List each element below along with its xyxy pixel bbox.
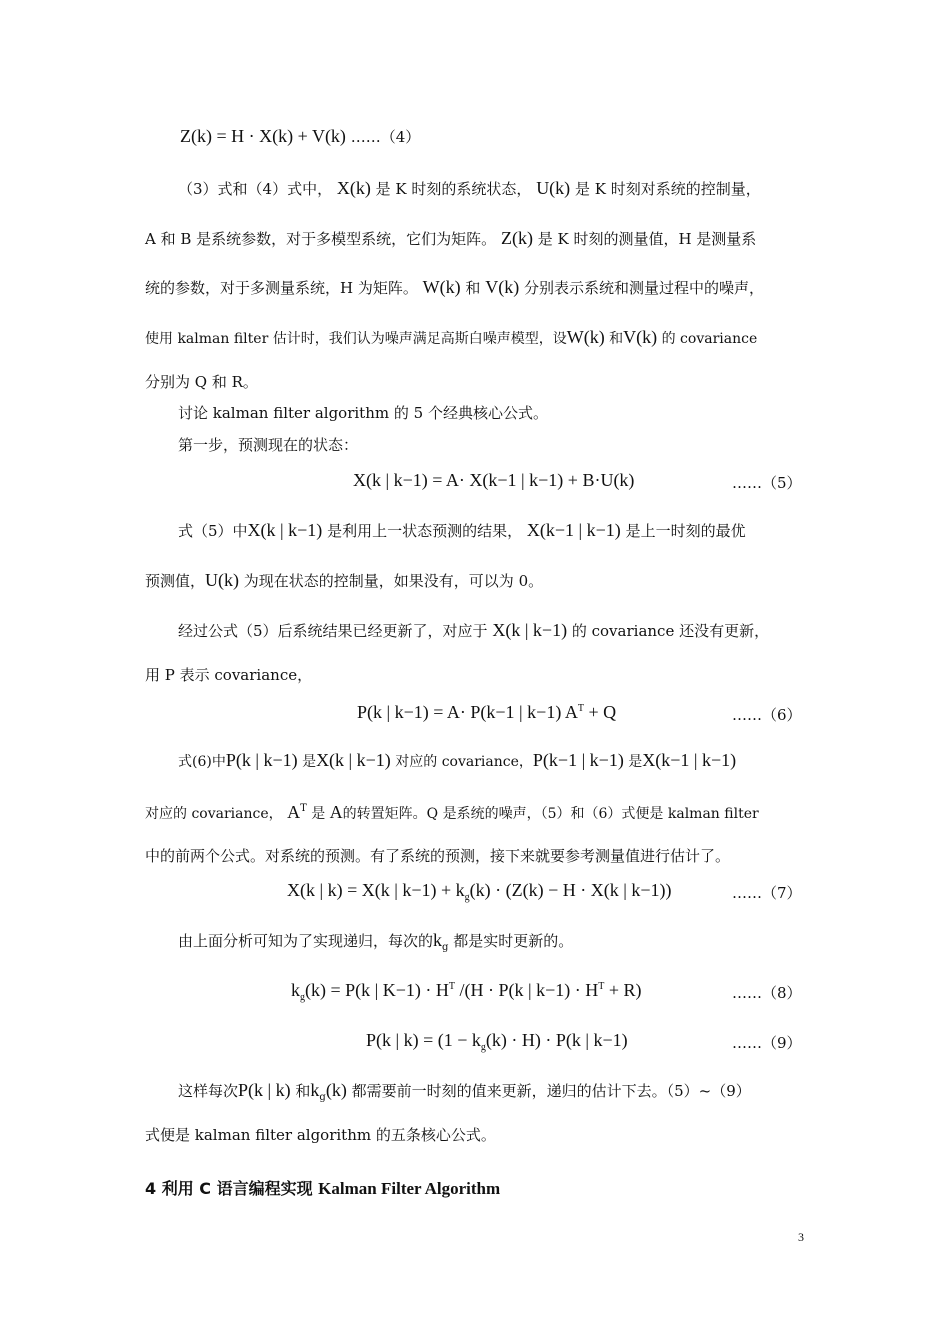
math-run: A	[287, 802, 301, 822]
math-run: X(k | k−1)	[316, 750, 391, 770]
math-run: V(k)	[623, 327, 658, 347]
section-heading	[145, 1176, 500, 1199]
text-run: 使用 kalman filter 估计时，我们认为噪声满足高斯白噪声模型，设	[145, 331, 567, 347]
formula-run: (k) = P(k | K−1) · H	[305, 980, 449, 1000]
text-run: 式(6)中	[178, 754, 226, 770]
math-run: X(k | k−1)	[492, 620, 568, 640]
text-run: 是上一时刻的最优	[625, 522, 746, 540]
text-run: 是	[628, 754, 643, 770]
page-number: 3	[798, 1230, 804, 1244]
para4-line2	[145, 802, 759, 823]
equation-9	[366, 1030, 628, 1053]
formula-run: + R)	[604, 980, 642, 1000]
formula-run: k	[291, 980, 300, 1000]
math-run: k	[433, 930, 443, 950]
superscript: T	[448, 981, 455, 992]
math-run: A	[329, 802, 343, 822]
text-run: 和	[465, 279, 481, 297]
math-run: k	[310, 1080, 320, 1100]
formula-run: /(H · P(k | k−1) · H	[455, 980, 599, 1000]
math-run: W(k)	[566, 327, 605, 347]
text-run: A 和 B 是系统参数，对于多模型系统，它们为矩阵。	[145, 230, 497, 248]
equation-5-number: ……（5）	[732, 474, 802, 492]
text-run: 统的参数，对于多测量系统，H 为矩阵。	[145, 279, 418, 297]
para1-line4	[145, 327, 757, 348]
equation-7	[287, 880, 671, 903]
para1-line1	[178, 178, 761, 199]
subscript: g	[464, 892, 470, 903]
text-run: 是 K 时刻对系统的控制量，	[574, 180, 761, 198]
equation-5: X(k | k−1) = A· X(k−1 | k−1) + B·U(k)	[353, 470, 635, 490]
math-run: U(k)	[536, 178, 571, 198]
superscript: T	[577, 703, 584, 714]
equation-4	[180, 126, 420, 147]
math-run: P(k−1 | k−1)	[532, 750, 624, 770]
text-run: 是利用上一状态预测的结果，	[327, 522, 523, 540]
formula-run: + Q	[583, 702, 617, 722]
text-run: 都是实时更新的。	[453, 932, 574, 950]
para4-line3: 中的前两个公式。对系统的预测。有了系统的预测，接下来就要参考测量值进行估计了。	[145, 847, 731, 865]
text-run: 对应的 covariance，	[395, 754, 533, 770]
math-run: W(k)	[422, 277, 461, 297]
para2-line2	[145, 570, 543, 591]
math-run: P(k | k)	[238, 1080, 291, 1100]
equation-6-number: ……（6）	[732, 706, 802, 724]
equation-8-number: ……（8）	[732, 984, 802, 1002]
step1-line: 第一步，预测现在的状态：	[178, 436, 359, 454]
text-run: 式（5）中	[178, 522, 248, 540]
text-run: 是	[311, 806, 326, 822]
math-run: X(k−1 | k−1)	[642, 750, 737, 770]
superscript: T	[300, 803, 307, 814]
text-run: 是 K 时刻的系统状态，	[375, 180, 532, 198]
text-run: 由上面分析可知为了实现递归，每次的	[178, 932, 434, 950]
math-run: U(k)	[205, 570, 240, 590]
text-run: 和	[609, 331, 624, 347]
subscript: g	[319, 1092, 326, 1103]
equation-9-number: ……（9）	[732, 1034, 802, 1052]
para1-line5: 分别为 Q 和 R。	[145, 373, 258, 391]
text-run: 的 covariance 还没有更新，	[571, 622, 770, 640]
heading-text: 4 利用 C 语言编程实现	[145, 1179, 319, 1198]
kg-line	[178, 930, 573, 953]
math-run: Z(k)	[500, 228, 533, 248]
para5-line1	[178, 1080, 751, 1103]
formula-run: (k) · H) · P(k | k−1)	[485, 1030, 628, 1050]
math-run: X(k | k−1)	[247, 520, 323, 540]
subscript: g	[480, 1042, 486, 1053]
para3-line1	[178, 620, 769, 641]
text-run: 预测值，	[145, 572, 206, 590]
equation-7-number: ……（7）	[732, 884, 802, 902]
para1-line3	[145, 277, 764, 298]
superscript: T	[598, 981, 605, 992]
equation-6	[357, 702, 616, 723]
formula-run: X(k | k) = X(k | k−1) + k	[287, 880, 465, 900]
text-run: 和	[295, 1082, 311, 1100]
text-run: 是	[302, 754, 317, 770]
subscript: g	[300, 992, 305, 1003]
math-run: V(k)	[485, 277, 520, 297]
heading-latin: Kalman Filter Algorithm	[318, 1179, 501, 1198]
discuss-line: 讨论 kalman filter algorithm 的 5 个经典核心公式。	[178, 404, 548, 422]
math-run: P(k | k−1)	[225, 750, 298, 770]
formula-run: (k) · (Z(k) − H · X(k | k−1))	[469, 880, 672, 900]
text-run: 为现在状态的控制量，如果没有，可以为 0。	[243, 572, 544, 590]
para4-line1	[178, 750, 736, 771]
text-run: 对应的 covariance，	[145, 806, 283, 822]
para3-line2: 用 P 表示 covariance，	[145, 666, 313, 684]
text-run: 分别表示系统和测量过程中的噪声，	[523, 279, 764, 297]
math-run: X(k)	[336, 178, 371, 198]
equation-8	[291, 980, 642, 1003]
text-run: 的转置矩阵。Q 是系统的噪声，（5）和（6）式便是 kalman filter	[342, 806, 759, 822]
text-run: 是 K 时刻的测量值，H 是测量系	[537, 230, 757, 248]
equation-4-formula: Z(k) = H · X(k) + V(k)	[180, 126, 346, 146]
formula-run: P(k | k) = (1 − k	[366, 1030, 481, 1050]
formula-run: P(k | k−1) = A· P(k−1 | k−1) A	[357, 702, 578, 722]
math-run: X(k−1 | k−1)	[526, 520, 621, 540]
text-run: 经过公式（5）后系统结果已经更新了，对应于	[178, 622, 488, 640]
equation-4-number: ……（4）	[345, 128, 421, 146]
text-run: 这样每次	[178, 1082, 239, 1100]
subscript: g	[442, 942, 449, 953]
para5-line2: 式便是 kalman filter algorithm 的五条核心公式。	[145, 1126, 496, 1144]
text-run: （3）式和（4）式中，	[178, 180, 333, 198]
text-run: 的 covariance	[661, 331, 758, 347]
text-run: 都需要前一时刻的值来更新，递归的估计下去。（5）~（9）	[351, 1082, 751, 1100]
para2-line1	[178, 520, 746, 541]
para1-line2	[145, 228, 756, 249]
math-run: (k)	[325, 1080, 347, 1100]
